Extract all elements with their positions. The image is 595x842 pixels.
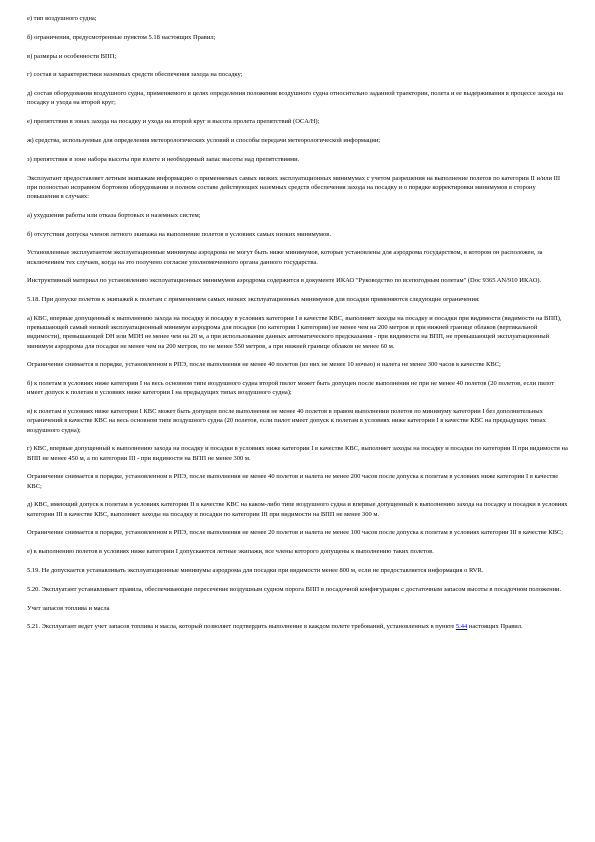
paragraph-d-restriction: Ограничение снимается в порядке, установленном в РПЭ, после выполнения не менее 20 полетов и налета не менее 100 часов после допуска к полетам в условиях категории III в качестве КВС; <box>27 529 564 537</box>
section-5-21-suffix: настоящих Правил. <box>467 623 523 631</box>
list-item-g-kvs: г) КВС, впервые допущенный к выполнению захода на посадку и посадки в условиях ниже категории I в качестве КВС, выполняет заходы на посадку и посадки по категории II при видимости на ВПП не менее 450 м, а по категории III - при видимости на ВПП не менее 300 м. <box>27 445 568 462</box>
paragraph-operator-info: Эксплуатант предоставляет летным экипажам информацию о применяемых самых низких эксплуатационных минимумах с учетом разрешения на выполнение полетов по категории II и/или III при полностью исправном бортовом оборудовании и полном составе действующих наземных средств обеспечения захода на посадку и о порядке корректировки минимумов в сторону повышения в случаях: <box>27 174 561 200</box>
list-item-obstacles: е) препятствия в зонах захода на посадку и ухода на второй круг и высота пролета препятствий (OCA/H); <box>27 118 320 126</box>
section-5-18: 5.18. При допуске полетов к экипажей к полетам с применением самых низких эксплуатационных минимумов для посадки применяются следующие ограничения: <box>27 296 480 304</box>
list-item-v-below-cat-i: в) к полетам в условиях ниже категории I КВС может быть допущен после выполнения не менее 40 полетов в правом выполнении полетов по минимуму категории I без дополнительных ограничений в качестве КВС на весь основном типе воздушного судна (20 полетов, если пилот имеет допуск к полетам в условиях ниже категории I в качестве КВС на предыдущих типах воздушного судна); <box>27 408 546 434</box>
heading-fuel-oil-records: Учет запасов топлива и масла <box>27 604 110 612</box>
section-5-21 <box>27 622 568 631</box>
paragraph-a-restriction: Ограничение снимается в порядке, установленном в РПЭ, после выполнения не менее 40 полетов (из них не менее 10 ночью) и налета не менее 300 часов в качестве КВС; <box>27 361 501 369</box>
list-item-runway-dimensions: в) размеры и особенности ВПП; <box>27 52 117 60</box>
list-item-b-second-pilot: б) к полетам в условиях ниже категории I на весь основном типе воздушного судна второй пилот может быть допущен после выполнения не при не менее 40 полетов (20 полетов, если пилот имеет допуск к полетам в условиях ниже категории I на предыдущих типах воздушного судна); <box>27 380 554 397</box>
paragraph-g-restriction: Ограничение снимается в порядке, установленном в РПЭ, после выполнения не менее 40 полетов и налета не менее 200 часов после допуска к полетам в условиях ниже категории I в качестве КВС; <box>27 473 559 490</box>
list-item-climb-obstacles: з) препятствия в зоне набора высоты при взлете и необходимый запас высоты над препятствиями. <box>27 155 300 163</box>
list-item-d-kvs-cat-iii: д) КВС, имеющий допуск к полетам в условиях категории II в качестве КВС на каком-либо типе воздушного судна и впервые допущенный к выполнению захода на посадку и посадки в условиях категории III в качестве КВС, выполняет заходы на посадку и посадки по категории III при видимости на ВПП не менее 300 м. <box>27 501 568 518</box>
section-5-19: 5.19. Не допускается устанавливать эксплуатационные минимумы аэродрома для посадки при видимости менее 800 м, если не предоставляется информация о RVR. <box>27 566 484 574</box>
list-item-restrictions: б) ограничения, предусмотренные пунктом 5.18 настоящих Правил; <box>27 33 216 41</box>
list-item-aircraft-type: е) тип воздушного судна; <box>27 15 97 22</box>
list-item-e-crew: е) к выполнению полетов в условиях ниже категории I допускаются летные экипажи, все члены которого допущены к выполнению таких полетов. <box>27 548 434 556</box>
section-5-21-text: 5.21. Эксплуатант ведет учет запасов топлива и масла, который позволяет подтвердить выполнение в каждом полете требований, установленных в пункте <box>27 623 455 631</box>
list-item-ground-aids: г) состав и характеристики наземных средств обеспечения захода на посадку; <box>27 71 243 79</box>
paragraph-icao-guidance: Инструктивный материал по установлению эксплуатационных минимумов аэродрома содержится в документе ИКАО "Руководство по всепогодным полетам" (Doc 9365 AN/910 ИКАО). <box>27 277 542 285</box>
list-item-system-failure: а) ухудшения работы или отказа бортовых и наземных систем; <box>27 211 201 219</box>
list-item-a-kvs-cat-i: а) КВС, впервые допущенный к выполнению захода на посадку и посадку в условиях категории I в качестве КВС, выполняет заходы на посадку и посадки при видимости (видимости на ВПП), превышающей самый низкий эксплуатационный минимум аэродрома для посадки (по категории I категории) не менее чем на 200 метров и при нижней границе облаков (вертикальной видимости), превышающей DH или MDH не менее чем на 20 м, а при использовании данных автоматического предсказания - при видимости на ВПП, не превышающей эксплуатационный минимум аэродрома для посадки не менее чем на 200 метров, по не менее 550 метров, а при нижней границе облаков не менее 60 м. <box>27 314 562 350</box>
list-item-meteo: ж) средства, используемые для определения метеорологических условий и способы передачи метеорологической информации; <box>27 136 381 144</box>
rule-reference-link[interactable]: 5.44 <box>455 623 468 631</box>
list-item-crew-admission: б) отсутствия допуска членов летного экипажа на выполнение полетов в условиях самых низких минимумов. <box>27 230 331 238</box>
section-5-20: 5.20. Эксплуатант устанавливает правила, обеспечивающие пересечение воздушным судном порога ВПП в посадочной конфигурации с достаточным запасом высоты в посадочном положении. <box>27 585 562 593</box>
paragraph-aerodrome-minima: Установленные эксплуатантом эксплуатационные минимумы аэродрома не могут быть ниже минимумов, которые установлены для аэродрома государством, в котором он расположен, за исключением тех случаев, когда на это получено согласие уполномоченного органа данного государства. <box>27 249 543 266</box>
list-item-onboard-equipment: д) состав оборудования воздушного судна, применяемого в целях определения положения воздушного судна относительно заданной траектории, полета и ее выдерживания в процессе захода на посадку и ухода на второй круг; <box>27 90 564 107</box>
